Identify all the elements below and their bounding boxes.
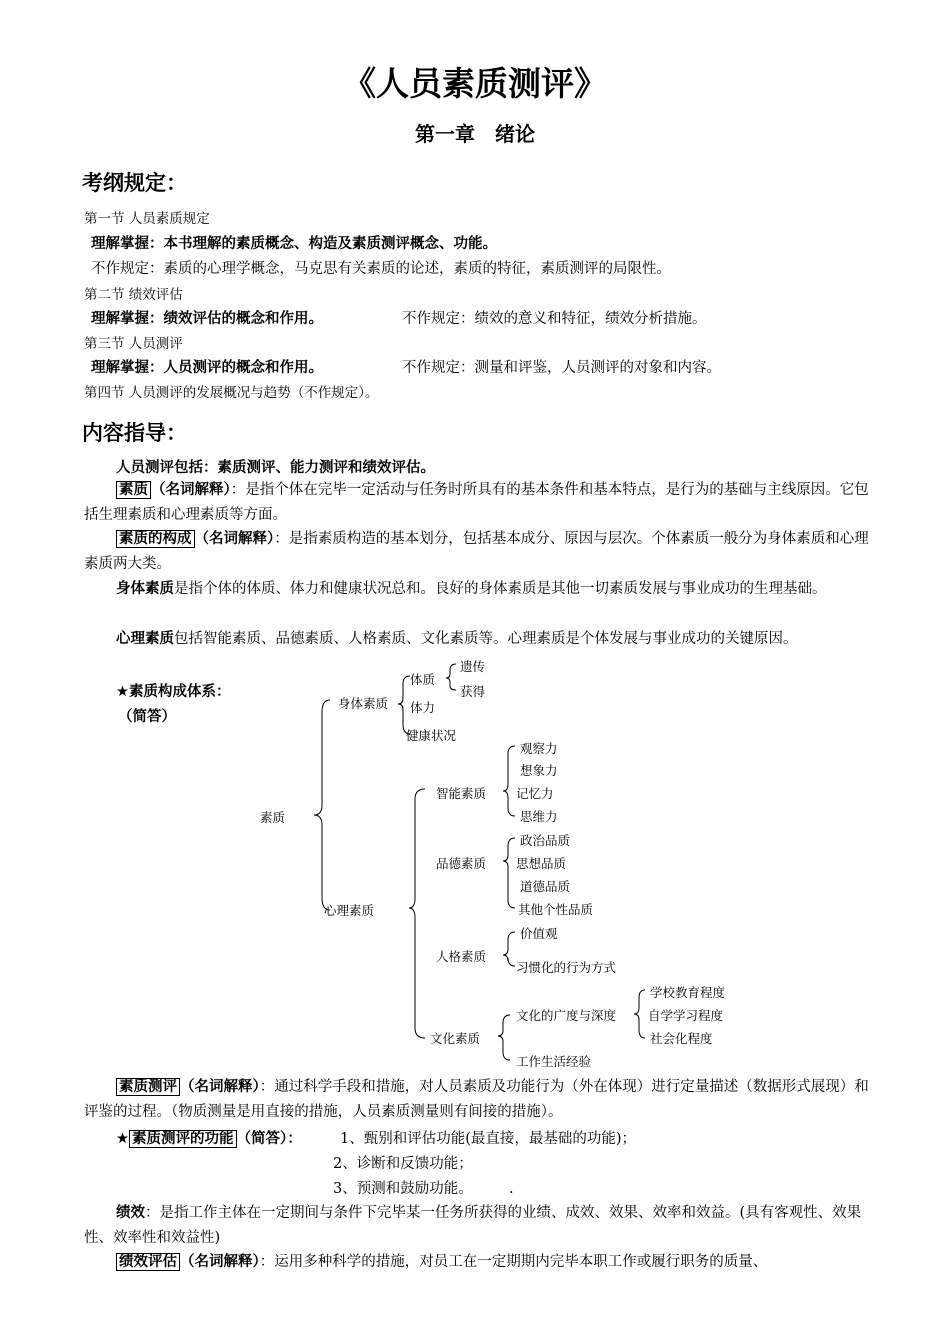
bracket-guangdu xyxy=(634,990,645,1038)
term-shenti: 身体素质 xyxy=(116,581,174,597)
section-2-master: 理解掌握：绩效评估的概念和作用。 xyxy=(91,311,323,327)
term-suzhi: 素质 xyxy=(116,481,151,499)
node-daode: 道德品质 xyxy=(520,879,571,894)
bracket-mind xyxy=(409,789,425,1038)
tag-goucheng: （名词解释） xyxy=(194,531,275,547)
function-2: 2、诊断和反馈功能； xyxy=(333,1156,473,1172)
node-jiankang: 健康状况 xyxy=(406,728,457,743)
section-2-not-required: 不作规定：绩效的意义和特征，绩效分析措施。 xyxy=(402,311,707,327)
bracket-tizhi xyxy=(446,664,456,690)
section-1-title: 第一节 人员素质规定 xyxy=(84,211,210,227)
tag-ceping: （名词解释） xyxy=(180,1079,260,1095)
content-heading: 内容指导： xyxy=(82,421,187,445)
node-yichuan: 遗传 xyxy=(460,659,486,674)
paragraph-ceping xyxy=(84,1075,874,1125)
intro-line: 人员测评包括：素质测评、能力测评和绩效评估。 xyxy=(116,460,435,476)
system-label: ★素质构成体系： xyxy=(116,684,231,700)
node-zixue: 自学学习程度 xyxy=(648,1008,724,1023)
def-jixiao: ：是指工作主体在一定期间与条件下完毕某一任务所获得的业绩、成效、效果、效率和效益。(具有客观性、效果性、效率性和效益性) xyxy=(84,1205,862,1246)
node-root: 素质 xyxy=(260,810,286,825)
def-jixiao-pinggu: ：运用多种科学的措施，对员工在一定期期内完毕本职工作或履行职务的质量、 xyxy=(259,1254,768,1270)
term-jixiao-pinggu: 绩效评估 xyxy=(116,1253,180,1271)
node-jiyi: 记忆力 xyxy=(516,786,554,801)
function-1: 1、甄别和评估功能(最直接，最基础的功能)； xyxy=(340,1131,637,1147)
node-zhengzhi: 政治品质 xyxy=(520,833,571,848)
star-icon: ★ xyxy=(116,1131,129,1147)
tag-function: （简答）： xyxy=(236,1131,302,1147)
syllabus-heading: 考纲规定： xyxy=(82,171,187,195)
section-3-title: 第三节 人员测评 xyxy=(84,336,183,352)
node-guancha: 观察力 xyxy=(520,741,558,756)
node-zhineng: 智能素质 xyxy=(436,786,487,801)
def-shenti: 是指个体的体质、体力和健康状况总和。良好的身体素质是其他一切素质发展与事业成功的生理基础。 xyxy=(174,581,827,597)
node-shehui: 社会化程度 xyxy=(650,1031,713,1046)
node-tili: 体力 xyxy=(410,700,436,715)
node-guangdu: 文化的广度与深度 xyxy=(516,1008,617,1023)
node-jiazhi: 价值观 xyxy=(520,926,558,941)
bracket-wenhua xyxy=(498,1015,510,1060)
node-renge: 人格素质 xyxy=(436,949,487,964)
section-4-title: 第四节 人员测评的发展概况与趋势（不作规定）。 xyxy=(84,385,379,401)
document-title: 《人员素质测评》 xyxy=(343,64,607,103)
node-xiguan: 习惯化的行为方式 xyxy=(516,960,617,975)
section-3-not-required: 不作规定：测量和评鉴，人员测评的对象和内容。 xyxy=(402,360,721,376)
section-1-not-required: 不作规定：素质的心理学概念，马克思有关素质的论述，素质的特征，素质测评的局限性。 xyxy=(91,261,671,277)
node-pinde: 品德素质 xyxy=(436,856,487,871)
system-tag: （简答） xyxy=(118,709,176,725)
section-1-master: 理解掌握：本书理解的素质概念、构造及素质测评概念、功能。 xyxy=(91,236,497,252)
node-gongzuo: 工作生活经验 xyxy=(516,1054,592,1069)
node-mind: 心理素质 xyxy=(324,903,375,918)
term-goucheng: 素质的构成 xyxy=(116,530,195,548)
tag-jixiao-pinggu: （名词解释） xyxy=(180,1254,260,1270)
term-jixiao: 绩效 xyxy=(116,1205,145,1221)
node-qita: 其他个性品质 xyxy=(518,902,594,917)
section-3-master: 理解掌握：人员测评的概念和作用。 xyxy=(91,360,323,376)
node-xiangxiang: 想象力 xyxy=(520,763,558,778)
def-suzhi: ：是指个体在完毕一定活动与任务时所具有的基本条件和基本特点，是行为的基础与主线原因。它包括生理素质和心理素质等方面。 xyxy=(84,482,869,523)
paragraph-jixiao-pinggu xyxy=(84,1250,874,1275)
node-huode: 获得 xyxy=(460,684,486,699)
function-line xyxy=(116,1127,302,1148)
term-xinli: 心理素质 xyxy=(116,631,174,647)
node-tizhi: 体质 xyxy=(410,672,436,687)
tag-suzhi: （名词解释） xyxy=(151,482,231,498)
bracket-zhineng xyxy=(503,746,515,816)
bracket-root xyxy=(314,700,330,910)
bracket-renge xyxy=(503,932,515,966)
node-xuexiao: 学校教育程度 xyxy=(650,985,726,1000)
node-sixiang: 思想品质 xyxy=(516,856,567,871)
section-2-title: 第二节 绩效评估 xyxy=(84,287,183,303)
def-xinli: 包括智能素质、品德素质、人格素质、文化素质等。心理素质是个体发展与事业成功的关键原因。 xyxy=(174,631,798,647)
paragraph-jixiao xyxy=(84,1201,874,1251)
def-ceping: ：通过科学手段和措施，对人员素质及功能行为（外在体现）进行定量描述（数据形式展现）和评鉴的过程。（物质测量是用直接的措施，人员素质测量则有间接的措施）。 xyxy=(84,1079,869,1120)
bracket-pinde xyxy=(503,838,515,908)
term-function: 素质测评的功能 xyxy=(129,1130,237,1148)
chapter-title: 第一章 绪论 xyxy=(415,122,535,146)
term-ceping: 素质测评 xyxy=(116,1078,180,1096)
node-wenhua: 文化素质 xyxy=(430,1031,481,1046)
node-body: 身体素质 xyxy=(338,696,389,711)
def-goucheng: ：是指素质构造的基本划分，包括基本成分、原因与层次。个体素质一般分为身体素质和心理素质两大类。 xyxy=(84,531,869,572)
function-3: 3、预测和鼓励功能。 . xyxy=(333,1181,514,1197)
node-siwei: 思维力 xyxy=(520,809,558,824)
